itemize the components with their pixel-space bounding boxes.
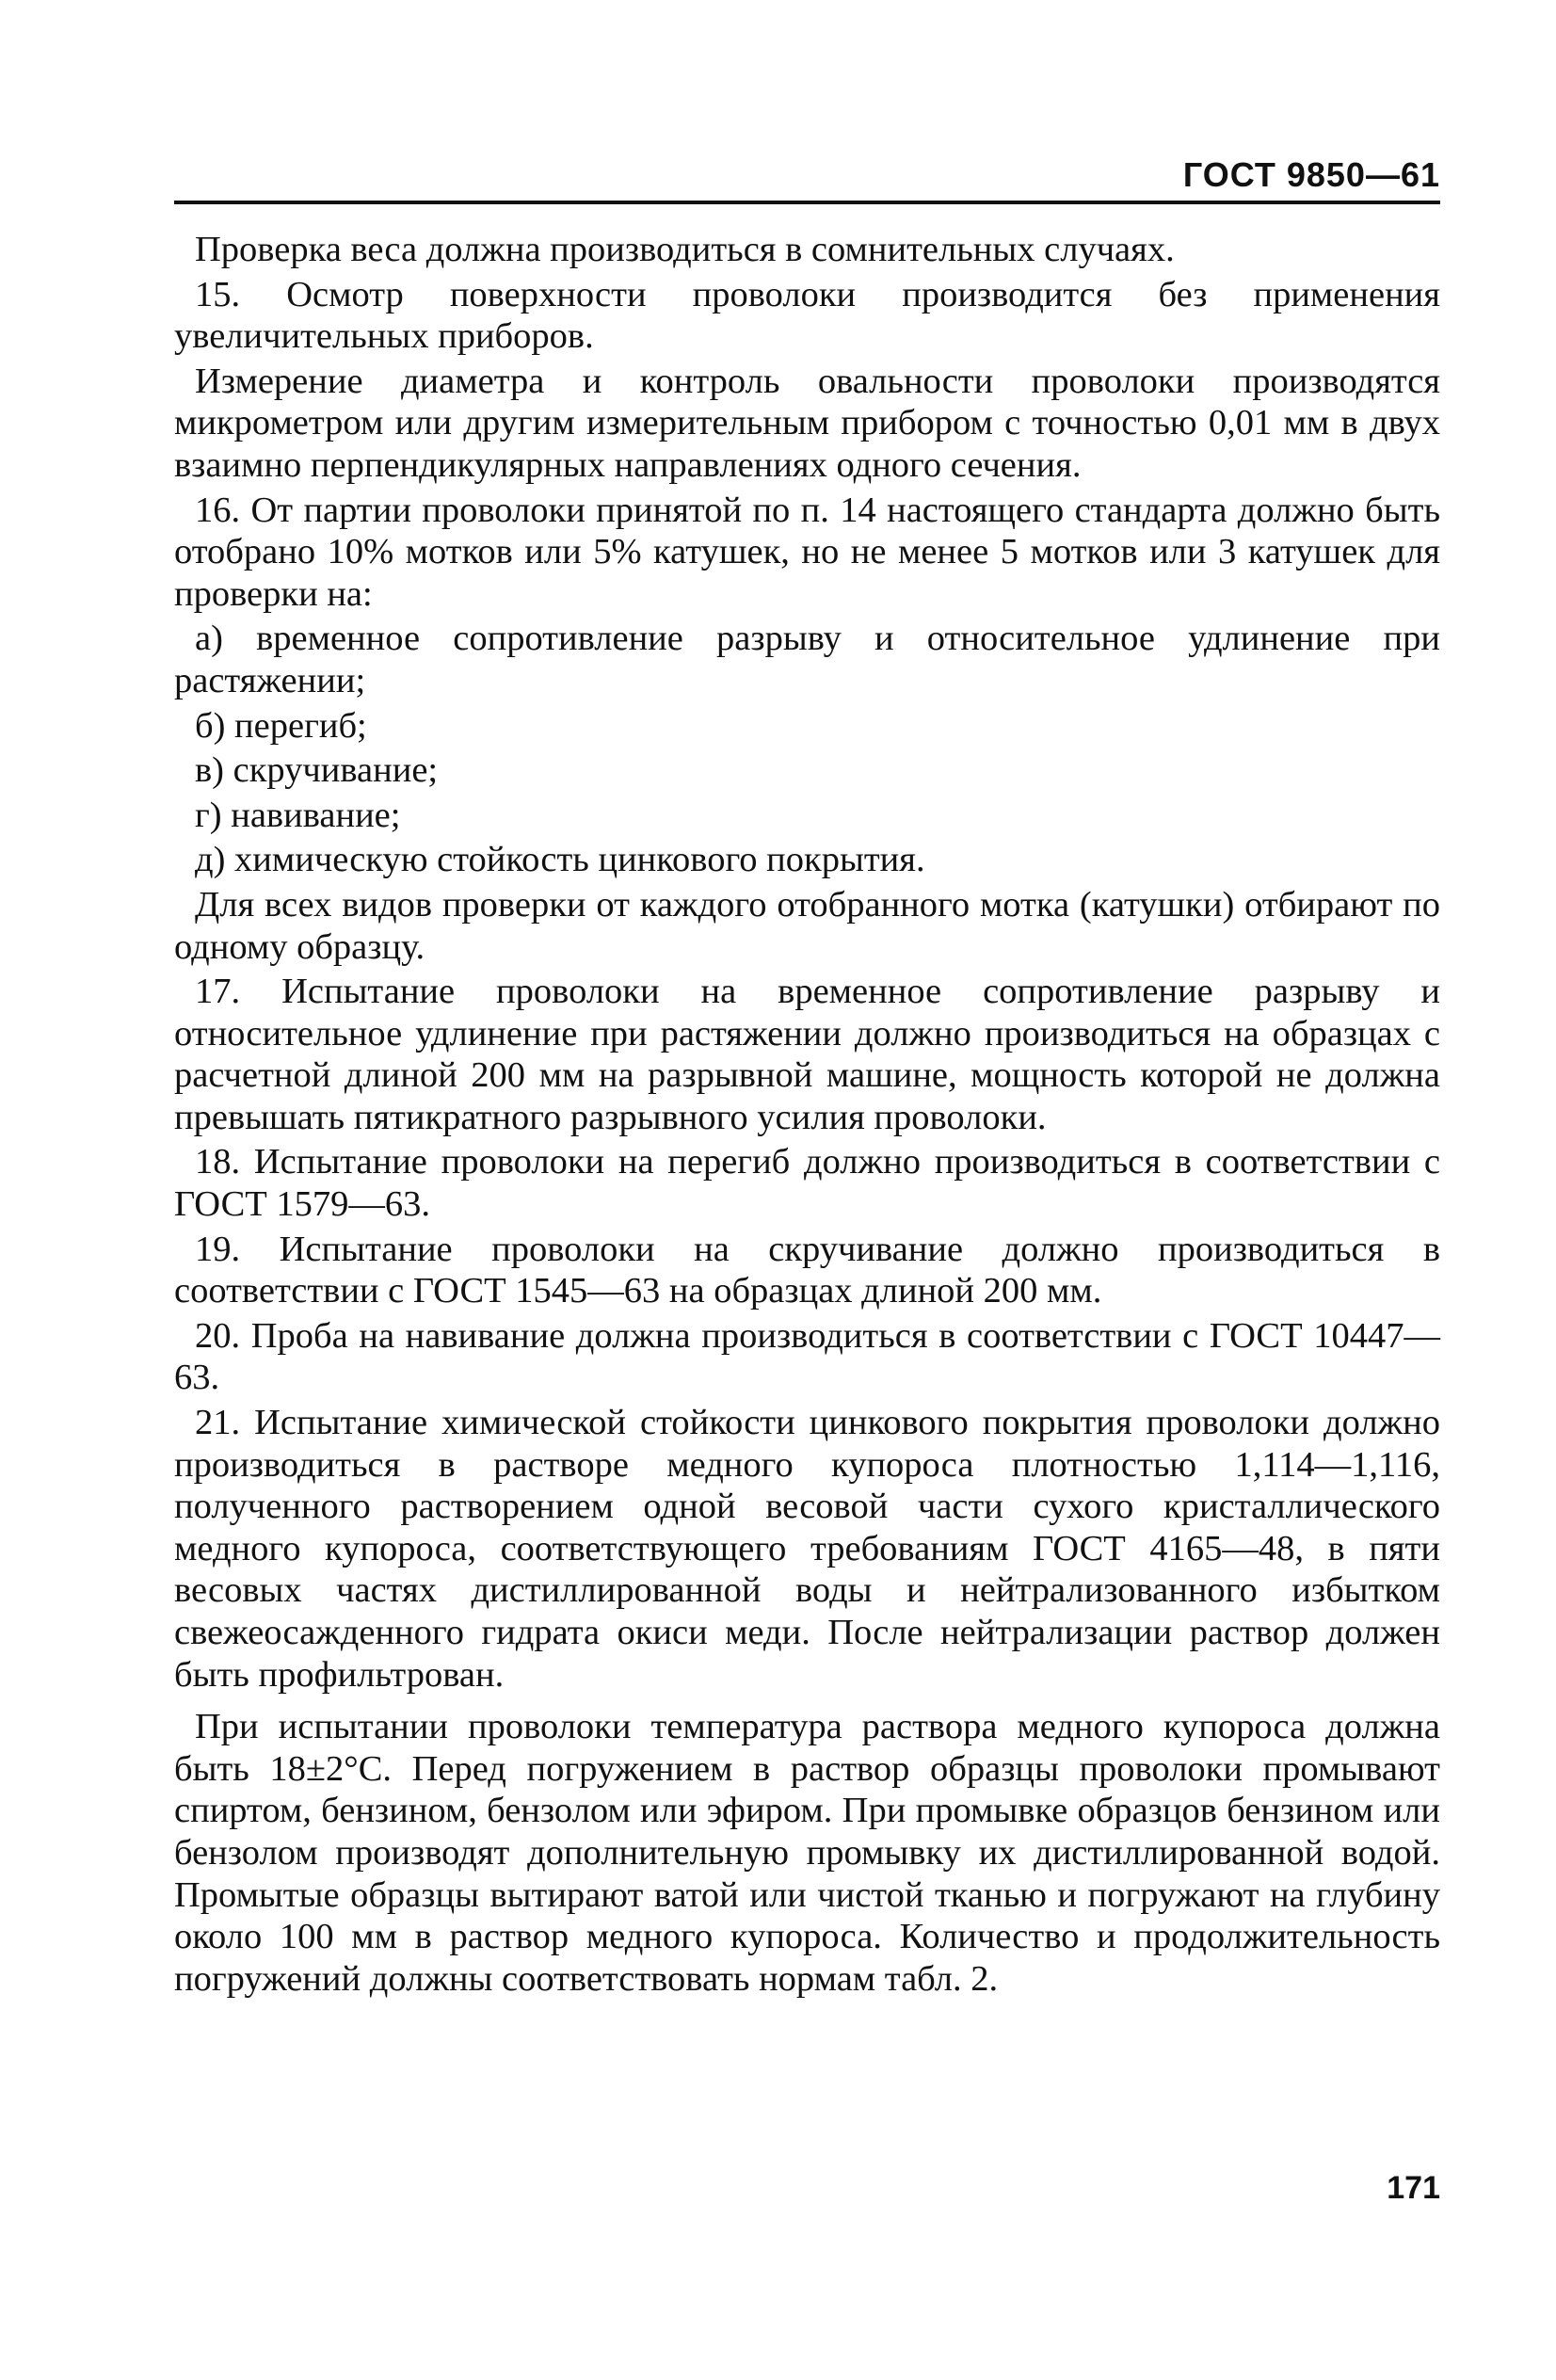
list-item-g: г) навивание; — [195, 795, 401, 835]
paragraph-17-tensile-test: 17. Испытание проволоки на временное сопротивление разрыву и относительное удлинение при растяжении должно производиться на образцах с расчетной длиной 200 мм на разрывной машине, мощность которой не должна превышать пятикратного разрывного усилия проволоки. — [174, 972, 1440, 1137]
paragraph-21-zinc-coating-test: 21. Испытание химической стойкости цинкового покрытия проволоки должно производиться в растворе медного купороса плотностью 1,114—1,116, полученного растворением одной весовой части сухого кристаллического медного купороса, соответствующего требованиям ГОСТ 4165—48, в пяти весовых частях дистиллированной воды и нейтрализованного избытком свежеосажденного гидрата окиси меди. После нейтрализации раствор должен быть профильтрован. — [174, 1403, 1440, 1695]
paragraph-test-procedure: При испытании проволоки температура раствора медного купороса должна быть 18±2°С. Перед погружением в раствор образцы проволоки промывают спиртом, бензином, бензолом или эфиром. При промывке образцов бензином или бензолом производят дополнительную промывку их дистиллированной водой. Промытые образцы вытирают ватой или чистой тканью и погружают на глубину около 100 мм в раствор медного купороса. Количество и продолжительность погружений должны соответствовать нормам табл. 2. — [174, 1707, 1440, 1999]
page-number: 171 — [1387, 2170, 1440, 2206]
list-item-v: в) скручивание; — [195, 750, 439, 791]
list-item-b: б) перегиб; — [195, 705, 367, 746]
paragraph-diameter-measurement: Измерение диаметра и контроль овальности проволоки производятся микрометром или другим измерительным прибором с точностью 0,01 мм в двух взаимно перпендикулярных направлениях одного сечения. — [174, 361, 1440, 485]
paragraph-sample-selection: Для всех видов проверки от каждого отобранного мотка (катушки) отбирают по одному образцу. — [174, 884, 1440, 967]
paragraph-20-winding-test: 20. Проба на навивание должна производиться в соответствии с ГОСТ 10447—63. — [174, 1315, 1440, 1398]
list-item-a: а) временное сопротивление разрыву и относительное удлинение при растяжении; — [174, 619, 1440, 700]
paragraph-18-bend-test: 18. Испытание проволоки на перегиб должно производиться в соответствии с ГОСТ 1579—63. — [174, 1142, 1440, 1225]
list-item-d: д) химическую стойкость цинкового покрытия. — [195, 840, 925, 880]
paragraph-19-torsion-test: 19. Испытание проволоки на скручивание должно производиться в соответствии с ГОСТ 1545—63 на образцах длиной 200 мм. — [174, 1229, 1440, 1311]
document-code-header: ГОСТ 9850—61 — [1182, 155, 1440, 194]
paragraph-16-sampling: 16. От партии проволоки принятой по п. 14 настоящего стандарта должно быть отобрано 10% мотков или 5% катушек, но не менее 5 мотков или 3 катушек для проверки на: — [174, 490, 1440, 614]
paragraph-15-surface-inspection: 15. Осмотр поверхности проволоки производится без применения увеличительных приборов. — [174, 274, 1440, 357]
paragraph-weight-check: Проверка веса должна производиться в сомнительных случаях. — [195, 230, 1175, 269]
header-rule — [174, 201, 1440, 204]
document-body — [174, 229, 1440, 2000]
